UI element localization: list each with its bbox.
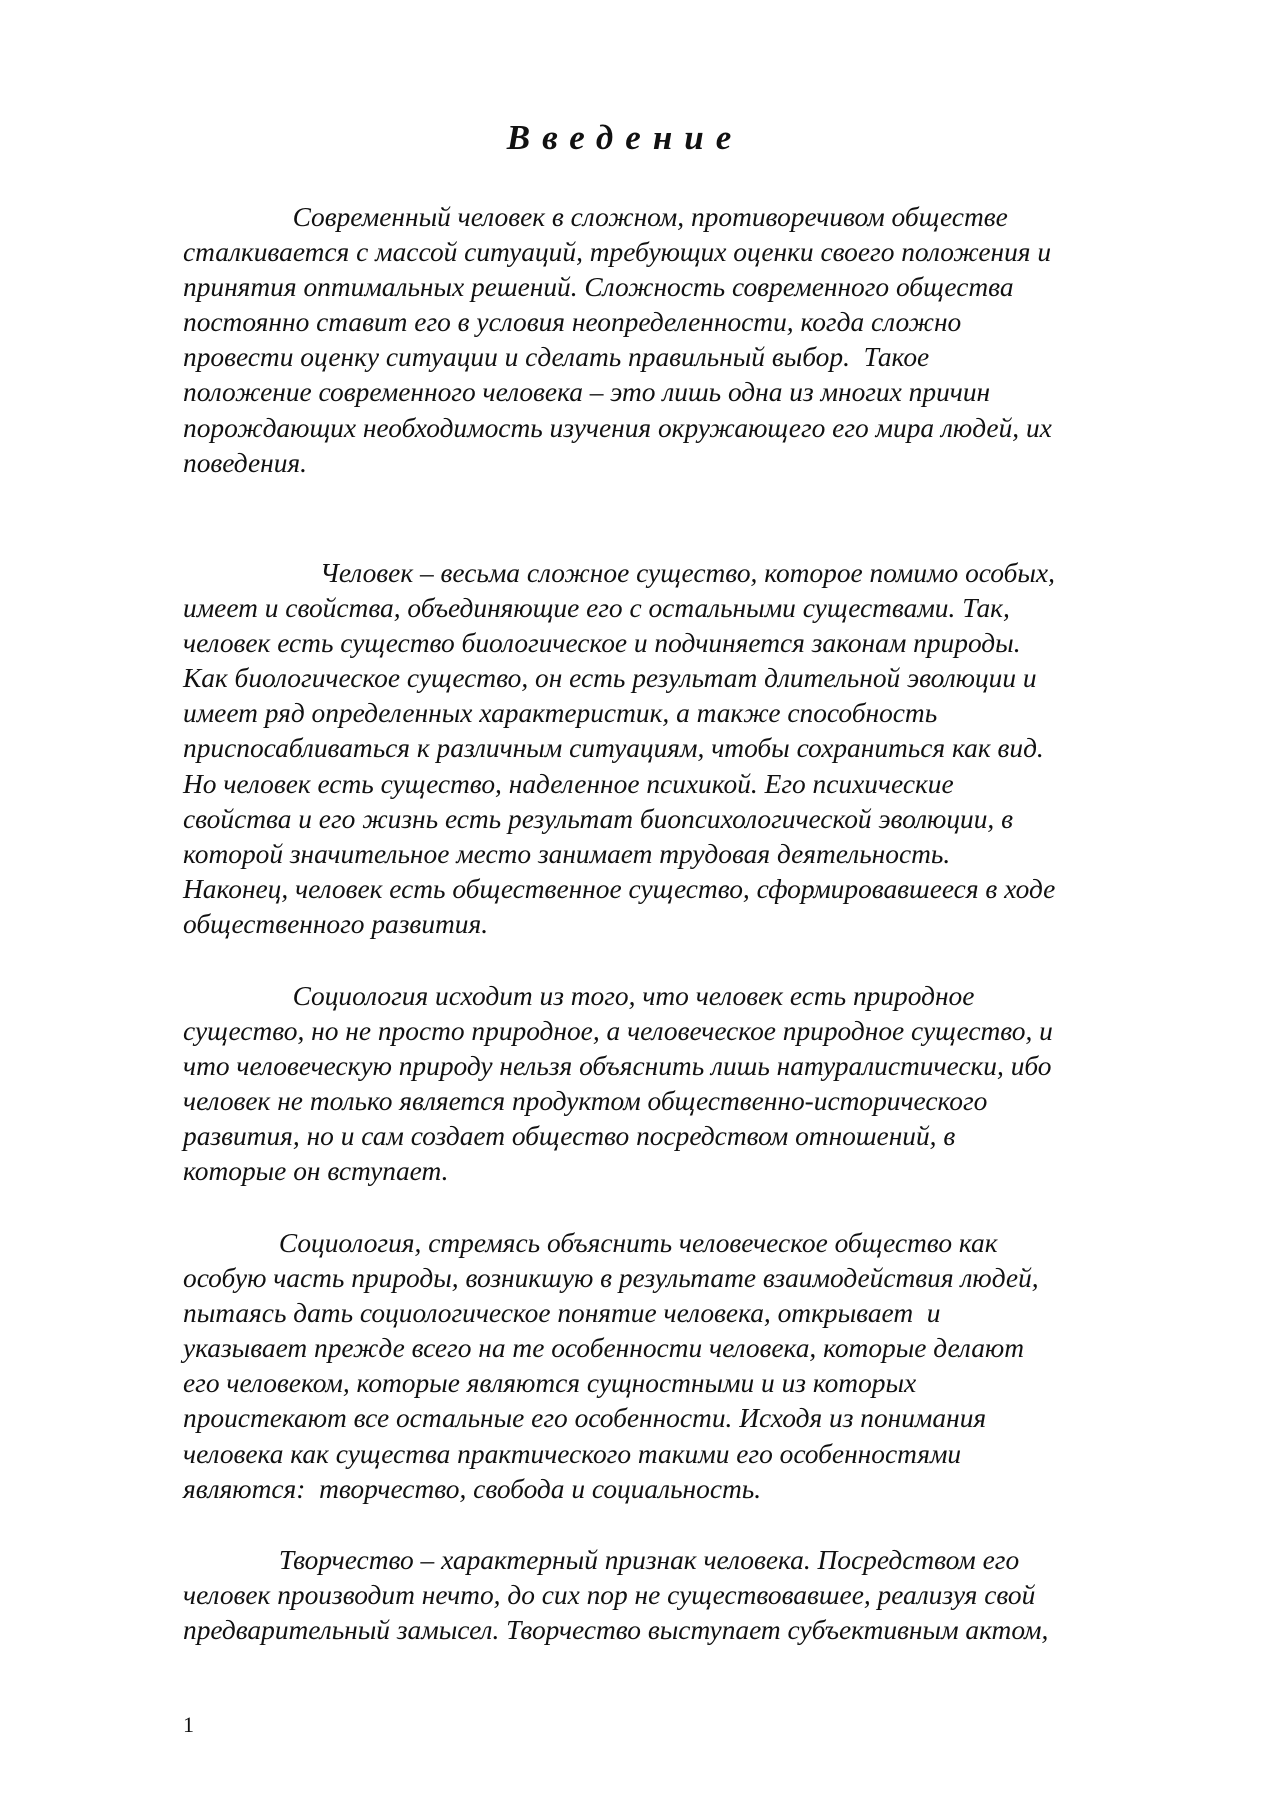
text-line: существо, но не просто природное, а человеческое природное существо, и — [183, 1016, 1053, 1047]
paragraph-sociology-society — [183, 1226, 1183, 1507]
text-line: Но человек есть существо, наделенное психикой. Его психические — [183, 768, 954, 799]
paragraph-human-being — [183, 556, 1183, 942]
text-line: Как биологическое существо, он есть результат длительной эволюции и — [183, 663, 1037, 694]
text-line: его человеком, которые являются сущностными и из которых — [183, 1368, 917, 1399]
text-line: которые он вступает. — [183, 1156, 449, 1187]
text-line: человек есть существо биологическое и подчиняется законам природы. — [183, 628, 1021, 659]
text-line: Наконец, человек есть общественное существо, сформировавшееся в ходе — [183, 873, 1056, 904]
text-line: порождающих необходимость изучения окружающего его мира людей, их — [183, 412, 1052, 443]
text-line: особую часть природы, возникшую в результате взаимодействия людей, — [183, 1263, 1039, 1294]
text-line: имеет и свойства, объединяющие его с остальными существами. Так, — [183, 593, 1010, 624]
text-line: являются: творчество, свобода и социальность. — [183, 1473, 762, 1504]
text-line: Социология исходит из того, что человек есть природное — [183, 981, 975, 1011]
paragraph-creativity — [183, 1543, 1183, 1648]
text-line: провести оценку ситуации и сделать правильный выбор. Такое — [183, 342, 930, 373]
text-line: Современный человек в сложном, противоречивом обществе — [183, 202, 1008, 232]
text-line: Человек – весьма сложное существо, которое помимо особых, — [183, 558, 1055, 588]
text-line: Социология, стремясь объяснить человеческое общество как — [183, 1228, 998, 1258]
text-line: поведения. — [183, 447, 307, 478]
text-line: человек производит нечто, до сих пор не существовавшее, реализуя свой — [183, 1580, 1036, 1611]
text-line: Творчество – характерный признак человека. Посредством его — [183, 1545, 1020, 1575]
text-line: проистекают все остальные его особенности. Исходя из понимания — [183, 1403, 987, 1434]
text-line: развития, но и сам создает общество посредством отношений, в — [183, 1121, 956, 1152]
text-line: общественного развития. — [183, 908, 489, 939]
page-title: Введение — [506, 118, 744, 157]
text-line: принятия оптимальных решений. Сложность современного общества — [183, 272, 1014, 303]
text-line: сталкивается с массой ситуаций, требующих оценки своего положения и — [183, 237, 1052, 268]
page-number: 1 — [183, 1712, 194, 1737]
text-line: человека как существа практического такими его особенностями — [183, 1438, 962, 1469]
paragraph-sociology-nature — [183, 979, 1183, 1190]
text-line: положение современного человека – это лишь одна из многих причин — [183, 377, 991, 408]
paragraph-modern-man — [183, 200, 1183, 481]
text-line: указывает прежде всего на те особенности человека, которые делают — [183, 1333, 1025, 1364]
text-line: человек не только является продуктом общественно-исторического — [183, 1086, 988, 1117]
text-line: которой значительное место занимает трудовая деятельность. — [183, 838, 951, 869]
text-line: постоянно ставит его в условия неопределенности, когда сложно — [183, 307, 962, 338]
text-line: имеет ряд определенных характеристик, а также способность — [183, 698, 938, 729]
text-line: что человеческую природу нельзя объяснить лишь натуралистически, ибо — [183, 1051, 1052, 1082]
text-line: предварительный замысел. Творчество выступает субъективным актом, — [183, 1615, 1049, 1646]
text-line: пытаясь дать социологическое понятие человека, открывает и — [183, 1298, 941, 1329]
text-line: приспосабливаться к различным ситуациям, чтобы сохраниться как вид. — [183, 733, 1044, 764]
text-line: свойства и его жизнь есть результат биопсихологической эволюции, в — [183, 803, 1014, 834]
